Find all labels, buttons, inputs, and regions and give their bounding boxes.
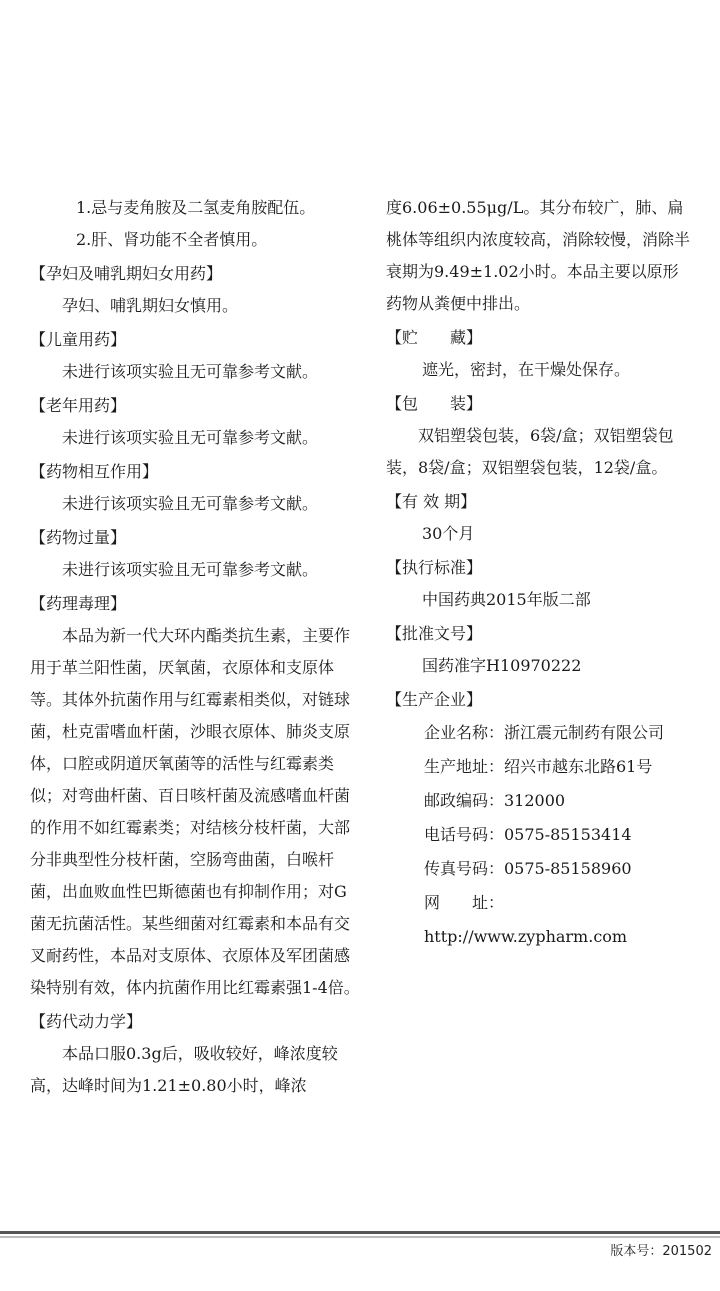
package-heading: 【包 装】 — [386, 394, 483, 413]
footer-divider-thin — [0, 1236, 720, 1238]
toxicology-text: 本品为新一代大环内酯类抗生素，主要作用于革兰阳性菌，厌氧菌，衣原体和支原体等。其体外抗菌作用与红霉素相类似，对链球菌，杜克雷嗜血杆菌，沙眼衣原体、肺炎支原体，口腔或阴道厌氧菌等的活性与红霉素类似；对弯曲杆菌、百日咳杆菌及流感嗜血杆菌的作用不如红霉素类；对结核分枝杆菌，大部分非典型性分枝杆菌，空肠弯曲菌，白喉杆菌，出血败血性巴斯德菌也有抑制作用；对G菌无抗菌活性。某些细菌对红霉素和本品有交叉耐药性，本品对支原体、衣原体及军团菌感染特别有效，体内抗菌作用比红霉素强1-4倍。 — [30, 626, 360, 997]
phone-row — [386, 818, 694, 852]
contraindication-1: 1.忌与麦角胺及二氢麦角胺配伍。 — [76, 198, 316, 217]
approval-heading: 【批准文号】 — [386, 624, 483, 643]
website-link[interactable]: http://www.zypharm.com — [424, 927, 628, 946]
company-name-label: 企业名称： — [424, 723, 505, 742]
toxicology-heading: 【药理毒理】 — [30, 594, 127, 613]
pregnancy-heading: 【孕妇及哺乳期妇女用药】 — [30, 264, 223, 283]
version-number: 版本号：201502 — [610, 1244, 712, 1259]
fax-value: 0575-85158960 — [504, 859, 632, 878]
address-label: 生产地址： — [424, 757, 505, 776]
postcode-row — [386, 784, 694, 818]
company-name-row — [386, 716, 694, 750]
validity-heading: 【有 效 期】 — [386, 492, 477, 511]
package-text: 双铝塑袋包装，6袋/盒；双铝塑袋包装，8袋/盒；双铝塑袋包装，12袋/盒。 — [386, 426, 674, 477]
children-text: 未进行该项实验且无可靠参考文献。 — [62, 362, 319, 381]
left-column — [30, 192, 360, 1102]
children-heading: 【儿童用药】 — [30, 330, 127, 349]
storage-text: 遮光，密封，在干燥处保存。 — [422, 360, 631, 379]
right-column — [386, 192, 694, 954]
pharmacokinetics-text: 本品口服0.3g后，吸收较好，峰浓度较高，达峰时间为1.21±0.80小时，峰浓 — [30, 1044, 338, 1095]
interaction-text: 未进行该项实验且无可靠参考文献。 — [62, 494, 319, 513]
overdose-text: 未进行该项实验且无可靠参考文献。 — [62, 560, 319, 579]
footer-divider — [0, 1231, 720, 1234]
address-value: 绍兴市越东北路61号 — [504, 757, 653, 776]
contraindication-2: 2.肝、肾功能不全者慎用。 — [76, 230, 268, 249]
pregnancy-text: 孕妇、哺乳期妇女慎用。 — [62, 296, 239, 315]
postcode-label: 邮政编码： — [424, 791, 505, 810]
fax-label: 传真号码： — [424, 859, 505, 878]
storage-heading: 【贮 藏】 — [386, 328, 483, 347]
overdose-heading: 【药物过量】 — [30, 528, 127, 547]
website-label: 网 址： — [424, 893, 505, 912]
postcode-value: 312000 — [504, 791, 566, 810]
contact-list — [386, 716, 694, 954]
phone-value: 0575-85153414 — [504, 825, 632, 844]
validity-text: 30个月 — [422, 524, 475, 543]
pharmacokinetics-continued: 度6.06±0.55μg/L。其分布较广，肺、扁桃体等组织内浓度较高，消除较慢，消除半衰期为9.49±1.02小时。本品主要以原形药物从粪便中排出。 — [386, 198, 691, 313]
manufacturer-heading: 【生产企业】 — [386, 690, 483, 709]
approval-text: 国药准字H10970222 — [422, 656, 582, 675]
website-row — [386, 886, 694, 954]
phone-label: 电话号码： — [424, 825, 505, 844]
standard-text: 中国药典2015年版二部 — [422, 590, 591, 609]
address-row — [386, 750, 694, 784]
interaction-heading: 【药物相互作用】 — [30, 462, 159, 481]
elderly-text: 未进行该项实验且无可靠参考文献。 — [62, 428, 319, 447]
company-name-value: 浙江震元制药有限公司 — [504, 723, 665, 742]
elderly-heading: 【老年用药】 — [30, 396, 127, 415]
fax-row — [386, 852, 694, 886]
pharmacokinetics-heading: 【药代动力学】 — [30, 1012, 143, 1031]
standard-heading: 【执行标准】 — [386, 558, 483, 577]
